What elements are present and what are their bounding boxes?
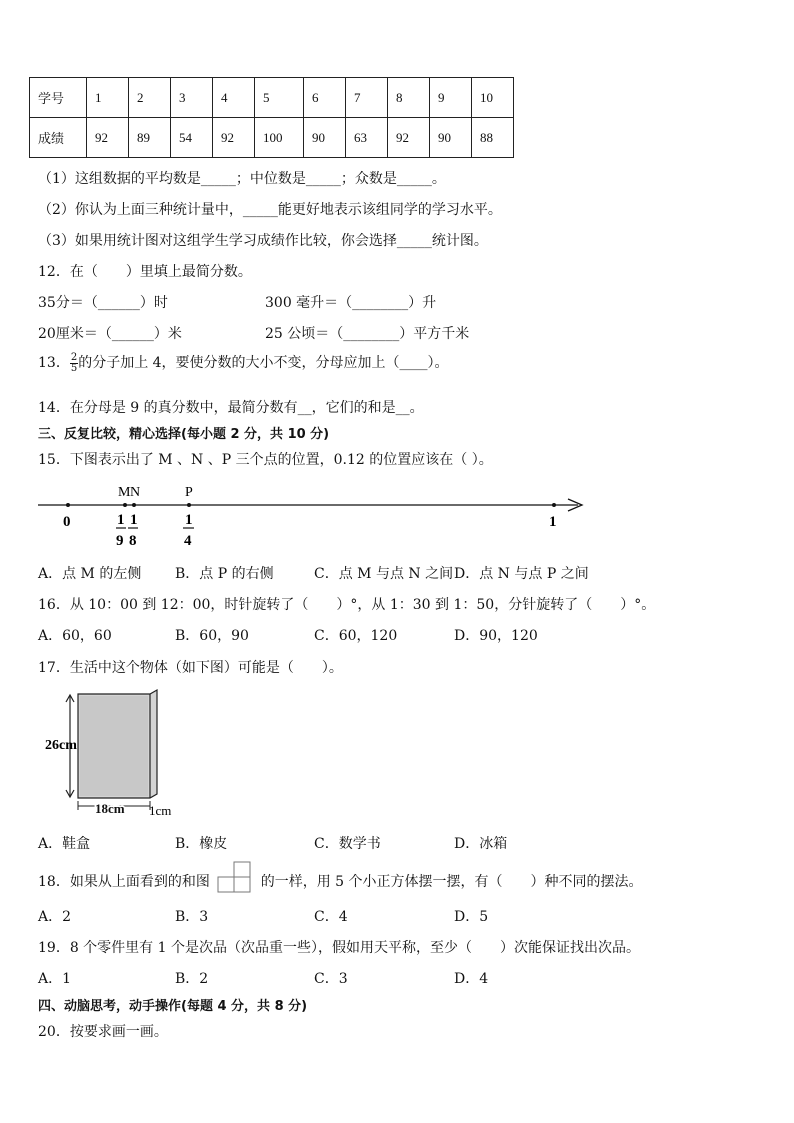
q19-option-a: A．1 [38, 971, 72, 987]
q15-option-d: D．点 N 与点 P 之间 [454, 566, 589, 582]
q16-stem: 16．从 10：00 到 12：00，时针旋转了（ ）°，从 1：30 到 1：50，分针旋转了（ ）°。 [38, 597, 656, 613]
q13 [38, 352, 449, 374]
q12-stem: 12．在（ ）里填上最简分数。 [38, 264, 252, 280]
fraction-two-fifths [70, 353, 78, 374]
q15-stem: 15．下图表示出了 M 、N 、P 三个点的位置，0.12 的位置应该在（ ）。 [38, 452, 493, 468]
frac-p-num: 1 [185, 512, 193, 528]
table-row [30, 118, 514, 158]
fraction-denominator: 5 [70, 362, 78, 374]
label-n: N [130, 485, 141, 500]
table-cell: 5 [255, 78, 304, 118]
table-cell: 89 [129, 118, 171, 158]
label-p: P [185, 485, 193, 500]
table-cell: 3 [171, 78, 213, 118]
q17-option-b: B．橡皮 [175, 836, 228, 852]
row-header-score: 成绩 [30, 118, 87, 158]
q18-stem [38, 870, 643, 894]
q18-option-c: C．4 [314, 909, 348, 925]
cube-top-view-icon [216, 860, 254, 894]
q19-stem: 19．8 个零件里有 1 个是次品（次品重一些），假如用天平称，至少（ ）次能保证找出次品。 [38, 940, 640, 956]
q17-option-d: D．冰箱 [454, 836, 508, 852]
frac-m-den: 9 [116, 533, 124, 549]
q14: 14．在分母是 9 的真分数中，最简分数有__，它们的和是__。 [38, 400, 424, 416]
q12-item-d: 25 公顷＝（________）平方千米 [265, 326, 470, 342]
table-cell: 92 [87, 118, 129, 158]
q15-option-c: C．点 M 与点 N 之间 [314, 566, 454, 582]
point-one [552, 503, 556, 507]
point-m [123, 503, 127, 507]
q16-option-b: B．60，90 [175, 628, 249, 644]
table-cell: 2 [129, 78, 171, 118]
q15-option-a: A．点 M 的左侧 [38, 566, 142, 582]
point-n [132, 503, 136, 507]
q18-option-d: D．5 [454, 909, 489, 925]
frac-n-den: 8 [129, 533, 137, 549]
table-cell: 63 [346, 118, 388, 158]
table-cell: 90 [304, 118, 346, 158]
section-4-heading: 四、动脑思考，动手操作(每题 4 分，共 8 分) [38, 999, 308, 1014]
point-zero [66, 503, 70, 507]
q19-option-b: B．2 [175, 971, 209, 987]
q17-option-c: C．数学书 [314, 836, 381, 852]
q11-part1: （1）这组数据的平均数是_____；中位数是_____；众数是_____。 [38, 171, 446, 187]
table-cell: 6 [304, 78, 346, 118]
table-cell: 10 [472, 78, 514, 118]
table-cell: 9 [430, 78, 472, 118]
height-label: 26cm [45, 738, 77, 753]
table-cell: 88 [472, 118, 514, 158]
label-m: M [118, 485, 131, 500]
q19-option-d: D．4 [454, 971, 489, 987]
q18-option-b: B．3 [175, 909, 209, 925]
depth-label: 1cm [149, 803, 172, 818]
q17-stem: 17．生活中这个物体（如下图）可能是（ ）。 [38, 660, 343, 676]
label-one: 1 [549, 514, 557, 530]
table-cell: 7 [346, 78, 388, 118]
q12-item-c: 20厘米＝（______）米 [38, 326, 182, 342]
q16-option-a: A．60，60 [38, 628, 112, 644]
section-3-heading: 三、反复比较，精心选择(每小题 2 分，共 10 分) [38, 427, 330, 442]
table-cell: 100 [255, 118, 304, 158]
frac-n-num: 1 [130, 512, 138, 528]
width-label: 18cm [95, 801, 125, 816]
q13-number: 13． [38, 355, 70, 371]
q12-item-b: 300 毫升＝（________）升 [265, 295, 437, 311]
q18-option-a: A．2 [38, 909, 72, 925]
q17-option-a: A．鞋盒 [38, 836, 91, 852]
point-p [187, 503, 191, 507]
q15-option-b: B．点 P 的右侧 [175, 566, 274, 582]
q11-part2: （2）你认为上面三种统计量中，_____能更好地表示该组同学的学习水平。 [38, 202, 502, 218]
q12-item-a: 35分＝（______）时 [38, 295, 168, 311]
q20-stem: 20．按要求画一画。 [38, 1024, 168, 1040]
book-cover [80, 696, 148, 796]
q19-option-c: C．3 [314, 971, 348, 987]
book-figure [40, 686, 180, 820]
fraction-numerator: 2 [70, 351, 78, 363]
q18-text-b: 的一样，用 5 个小正方体摆一摆，有（ ）种不同的摆法。 [260, 874, 643, 890]
label-zero: 0 [63, 514, 71, 530]
q18-text-a: 18．如果从上面看到的和图 [38, 874, 210, 890]
q13-text: 的分子加上 4，要使分数的大小不变，分母应加上（____）。 [78, 355, 449, 371]
table-cell: 92 [388, 118, 430, 158]
table-cell: 92 [213, 118, 255, 158]
table-cell: 90 [430, 118, 472, 158]
number-line-figure [30, 480, 595, 552]
table-cell: 4 [213, 78, 255, 118]
q16-option-d: D．90，120 [454, 628, 538, 644]
table-cell: 54 [171, 118, 213, 158]
table-cell: 1 [87, 78, 129, 118]
frac-p-den: 4 [184, 533, 192, 549]
frac-m-num: 1 [117, 512, 125, 528]
row-header-id: 学号 [30, 78, 87, 118]
table-cell: 8 [388, 78, 430, 118]
q11-part3: （3）如果用统计图对这组学生学习成绩作比较，你会选择_____统计图。 [38, 233, 488, 249]
q16-option-c: C．60，120 [314, 628, 398, 644]
score-table [29, 77, 514, 158]
table-row [30, 78, 514, 118]
